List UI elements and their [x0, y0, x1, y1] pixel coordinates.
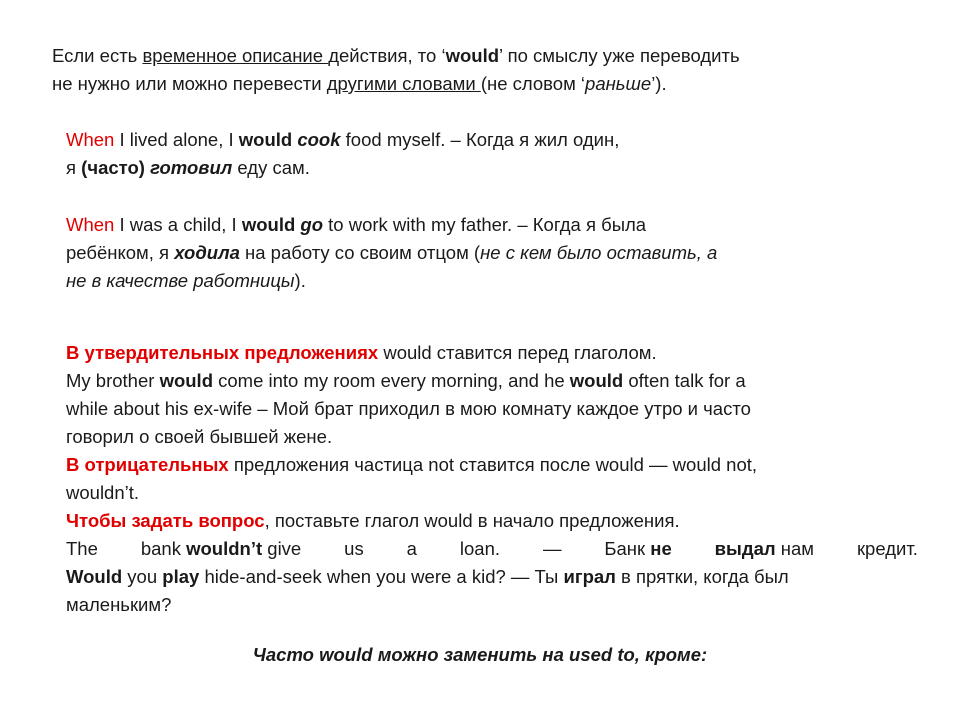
- intro-line-1: Если есть временное описание действия, то ‘would’ по смыслу уже переводить: [52, 45, 740, 66]
- underlined-phrase: временное описание: [142, 45, 329, 66]
- underlined-phrase: другими словами: [326, 73, 481, 94]
- affirmative-example-line-2: while about his ex-wife – Мой брат приходил в мою комнату каждое утро и часто: [66, 398, 751, 419]
- verb-gotovil: готовил: [150, 157, 233, 178]
- footer-note: Часто would можно заменить на used to, кроме:: [252, 644, 708, 665]
- word-vydal: выдал: [714, 538, 776, 559]
- when-keyword: When: [66, 129, 115, 150]
- example-1-line-1: When I lived alone, I would cook food myself. – Когда я жил один,: [66, 129, 620, 150]
- affirmative-example-line-3: говорил о своей бывшей жене.: [66, 426, 333, 447]
- question-example-line-1: Would you play hide-and-seek when you were a kid? — Ты играл в прятки, когда был: [66, 566, 789, 587]
- keyword-would: would: [445, 45, 500, 66]
- word-ne: не: [650, 538, 672, 559]
- affirmative-rule: В утвердительных предложениях would ставится перед глаголом.: [66, 342, 657, 363]
- intro-paragraph: [52, 42, 912, 98]
- question-rule: Чтобы задать вопрос, поставьте глагол would в начало предложения.: [66, 510, 680, 531]
- rules-section: [66, 339, 918, 619]
- intro-line-2: не нужно или можно перевести другими словами (не словом ‘раньше’).: [52, 73, 667, 94]
- affirmative-example-line-1: My brother would come into my room every morning, and he would often talk for a: [66, 370, 746, 391]
- keyword-would: Would: [66, 566, 123, 587]
- keyword-would: would: [569, 370, 624, 391]
- example-1-line-2: я (часто) готовил еду сам.: [66, 157, 310, 178]
- bank-example: The bank wouldn’t give us a loan. — Банк не выдал нам кредит.: [66, 538, 918, 559]
- negative-rule: В отрицательных предложения частица not ставится после would — would not,: [66, 454, 758, 475]
- italic-word: раньше: [585, 73, 652, 94]
- verb-hodila: ходила: [174, 242, 240, 263]
- question-label: Чтобы задать вопрос: [66, 510, 265, 531]
- negative-label: В отрицательных: [66, 454, 229, 475]
- often-word: (часто): [81, 157, 145, 178]
- affirmative-label: В утвердительных предложениях: [66, 342, 379, 363]
- example-1: [66, 126, 886, 182]
- keyword-would: would: [241, 214, 296, 235]
- verb-go: go: [300, 214, 324, 235]
- italic-note: не с кем было оставить, а: [480, 242, 718, 263]
- verb-igral: играл: [563, 566, 616, 587]
- keyword-would: would: [238, 129, 293, 150]
- example-2-line-3: не в качестве работницы).: [66, 270, 306, 291]
- example-2-line-2: ребёнком, я ходила на работу со своим отцом (не с кем было оставить, а: [66, 242, 718, 263]
- verb-cook: cook: [297, 129, 341, 150]
- negative-rule-line-2: wouldn’t.: [66, 482, 140, 503]
- keyword-wouldnt: wouldn’t: [186, 538, 263, 559]
- when-keyword: When: [66, 214, 115, 235]
- italic-note: не в качестве работницы: [66, 270, 295, 291]
- example-2-line-1: When I was a child, I would go to work with my father. – Когда я была: [66, 214, 647, 235]
- verb-play: play: [162, 566, 200, 587]
- question-example-line-2: маленьким?: [66, 594, 172, 615]
- example-2: [66, 211, 886, 295]
- keyword-would: would: [159, 370, 213, 391]
